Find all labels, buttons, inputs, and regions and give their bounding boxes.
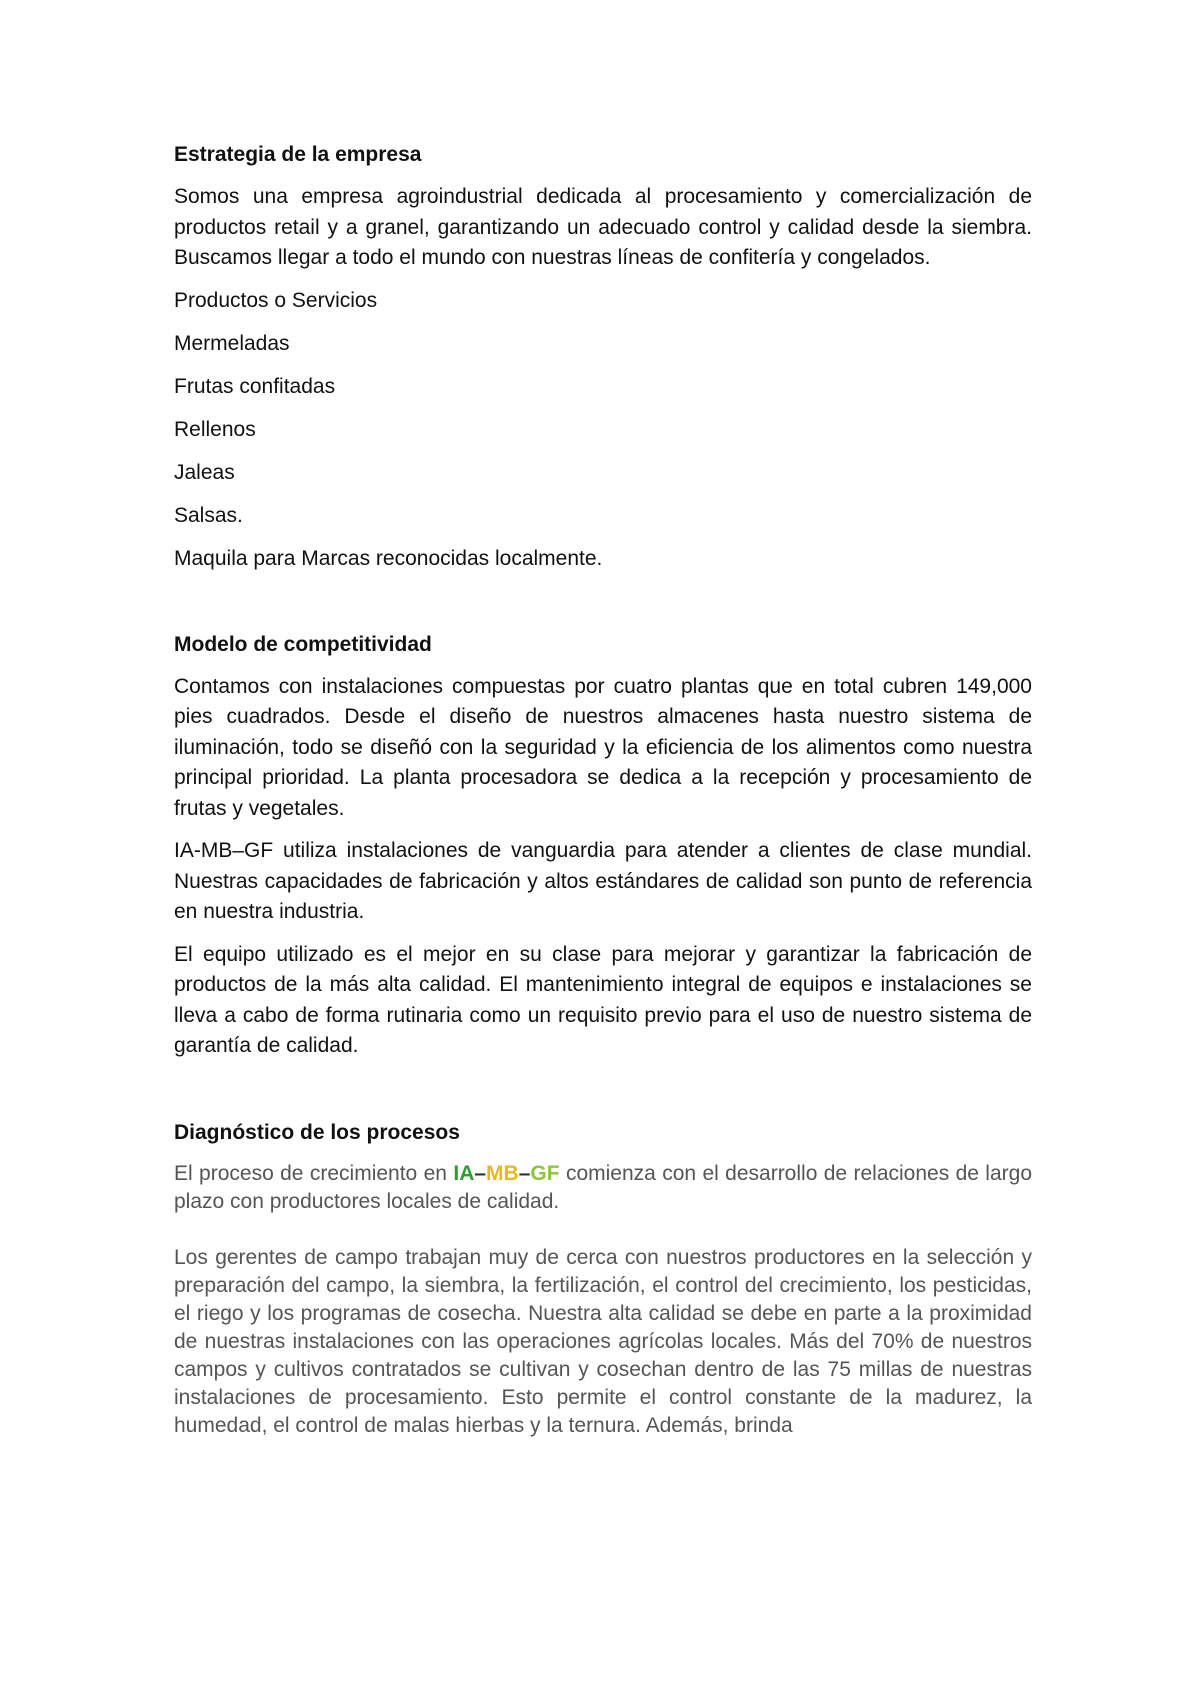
strategy-paragraph: Somos una empresa agroindustrial dedicada al procesamiento y comercialización de productos retail y a granel, garantizando un adecuado control y calidad desde la siembra. Buscamos llegar a todo el mundo con nuestras líneas de confitería y congelados. [174, 185, 1032, 269]
competitiveness-paragraph: El equipo utilizado es el mejor en su clase para mejorar y garantizar la fabricación de productos de la más alta calidad. El mantenimiento integral de equipos e instalaciones se lleva a cabo de forma rutinaria como un requisito previo para el uso de nuestro sistema de garantía de calidad. [174, 942, 1032, 1057]
competitiveness-paragraph: Contamos con instalaciones compuestas por cuatro plantas que en total cubren 149,000 pies cuadrados. Desde el diseño de nuestros almacenes hasta nuestro sistema de iluminación, todo se diseñó con la seguridad y la eficiencia de los alimentos como nuestra principal prioridad. La planta procesadora se dedica a la recepción y procesamiento de frutas y vegetales. [174, 674, 1032, 820]
product-item: Jaleas [174, 460, 235, 484]
diagnosis-text-before: El proceso de crecimiento en [174, 1161, 454, 1185]
brand-part-gf: GF [530, 1161, 560, 1185]
brand-separator: – [518, 1161, 531, 1185]
product-item: Salsas. [174, 503, 243, 527]
section-heading-competitividad: Modelo de competitividad [174, 632, 432, 656]
field-managers-paragraph: Los gerentes de campo trabajan muy de cerca con nuestros productores en la selección y preparación del campo, la siembra, la fertilización, el control del crecimiento, los pesticidas, el riego y los programas de cosecha. Nuestra alta calidad se debe en parte a la proximidad de nuestras instalaciones con las operaciones agrícolas locales. Más del 70% de nuestros campos y cultivos contratados se cultivan y cosechan dentro de las 75 millas de nuestras instalaciones de procesamiento. Esto permite el control constante de la madurez, la humedad, el control de malas hierbas y la ternura. Además, brinda [174, 1245, 1032, 1437]
product-item: Rellenos [174, 417, 256, 441]
diagnosis-paragraph [174, 1160, 1032, 1216]
products-label: Productos o Servicios [174, 288, 378, 312]
product-item: Frutas confitadas [174, 374, 336, 398]
brand-part-mb: MB [486, 1161, 519, 1185]
section-heading-diagnostico: Diagnóstico de los procesos [174, 1120, 460, 1144]
brand-separator: – [474, 1161, 487, 1185]
product-item: Maquila para Marcas reconocidas localmente. [174, 546, 603, 570]
product-item: Mermeladas [174, 331, 290, 355]
diagnosis-text-after: comienza con el desarrollo de relaciones de largo plazo con productores locales de calidad. [174, 1161, 1033, 1213]
document-page [174, 140, 1032, 1440]
brand-part-ia: IA [453, 1161, 475, 1185]
competitiveness-paragraph: IA-MB–GF utiliza instalaciones de vanguardia para atender a clientes de clase mundial. Nuestras capacidades de fabricación y altos estándares de calidad son punto de referencia en nuestra industria. [174, 839, 1032, 923]
section-heading-estrategia: Estrategia de la empresa [174, 143, 422, 166]
brand-name [453, 1162, 559, 1185]
